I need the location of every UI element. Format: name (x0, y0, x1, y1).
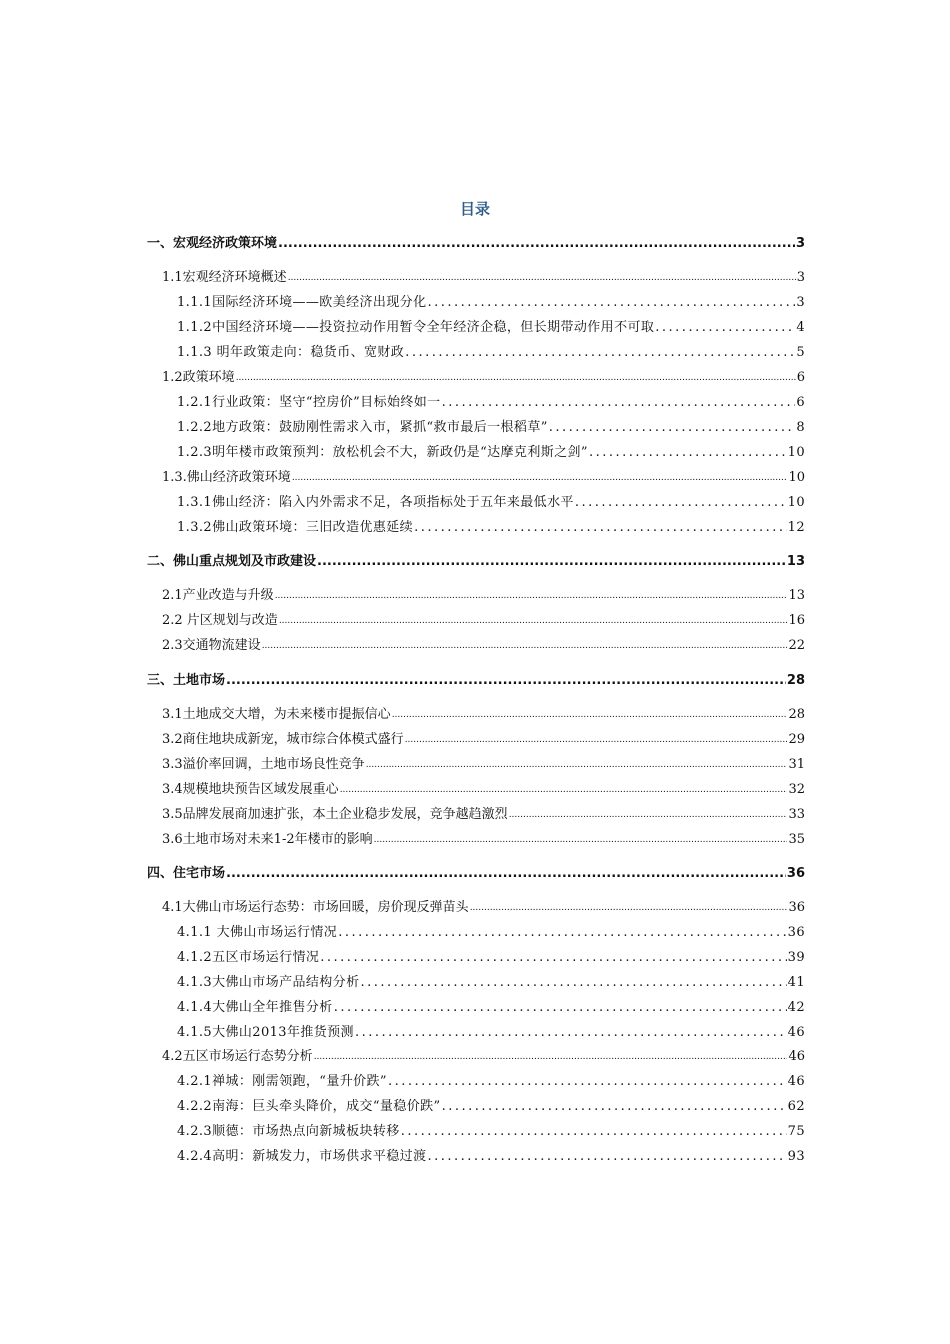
toc-leader-dots (405, 728, 788, 751)
toc-entry-label: 4.2.2南海：巨头牵头降价，成交“量稳价跌” (177, 1099, 441, 1114)
toc-page-number: 39 (787, 950, 805, 965)
toc-entry[interactable] (177, 1071, 805, 1093)
toc-page-number: 6 (796, 395, 805, 410)
toc-leader-dots (279, 609, 788, 632)
toc-entry-label: 1.2政策环境 (162, 370, 235, 385)
toc-title: 目录 (459, 200, 490, 218)
toc-entry-label: 三、土地市场 (147, 673, 226, 688)
toc-leader-dots (442, 392, 796, 414)
toc-page-number: 13 (786, 554, 805, 569)
toc-entry-label: 4.2.3顺德：市场热点向新城板块转移 (177, 1124, 400, 1139)
toc-entry-label: 3.6土地市场对未来1-2年楼市的影响 (162, 832, 373, 847)
toc-leader-dots (575, 492, 787, 514)
toc-page-number: 16 (788, 613, 805, 628)
toc-page-number: 42 (787, 1000, 805, 1015)
toc-page-number: 29 (788, 732, 805, 747)
toc-entry[interactable] (177, 317, 805, 339)
toc-entry-label: 4.1.5大佛山2013年推货预测 (177, 1025, 354, 1040)
toc-page-number: 75 (787, 1124, 805, 1139)
toc-entry[interactable] (177, 972, 805, 994)
toc-entry-label: 1.1.3 明年政策走向：稳货币、宽财政 (177, 345, 405, 360)
toc-entry-label: 3.1土地成交大增，为未来楼市提振信心 (162, 707, 391, 722)
toc-entry-label: 4.2.1禅城：刚需领跑，“量升价跌” (177, 1074, 387, 1089)
toc-page-number: 3 (796, 270, 805, 285)
toc-entry[interactable] (162, 804, 805, 826)
toc-entry[interactable] (162, 367, 805, 389)
toc-leader-dots (314, 1045, 788, 1068)
toc-leader-dots (414, 517, 787, 539)
toc-page-number: 3 (796, 295, 805, 310)
toc-leader-dots (278, 233, 795, 255)
toc-leader-dots (320, 947, 786, 969)
toc-page-number: 36 (786, 866, 805, 881)
toc-leader-dots (226, 670, 786, 692)
toc-entry-label: 1.1.1国际经济环境——欧美经济出现分化 (177, 295, 427, 310)
toc-page-number: 10 (788, 470, 805, 485)
toc-entry-label: 四、住宅市场 (147, 866, 226, 881)
toc-entry[interactable] (177, 342, 805, 364)
toc-entry[interactable] (162, 897, 805, 919)
toc-entry[interactable] (147, 863, 805, 885)
toc-page-number: 4 (796, 320, 805, 335)
toc-entry[interactable] (177, 1096, 805, 1118)
toc-page-number: 46 (787, 1025, 805, 1040)
toc-leader-dots (589, 442, 787, 464)
toc-leader-dots (427, 1146, 786, 1168)
toc-leader-dots (470, 896, 788, 919)
toc-leader-dots (317, 551, 786, 573)
toc-entry-label: 一、宏观经济政策环境 (147, 236, 278, 251)
toc-page-number: 46 (788, 1049, 805, 1064)
toc-entry-label: 1.2.2地方政策：鼓励刚性需求入市，紧抓“救市最后一根稻草” (177, 420, 548, 435)
toc-entry[interactable] (177, 1022, 805, 1044)
toc-page-number: 12 (787, 520, 805, 535)
toc-entry[interactable] (147, 551, 805, 573)
toc-entry[interactable] (162, 267, 805, 289)
toc-leader-dots (405, 342, 795, 364)
toc-entry-label: 2.2 片区规划与改造 (162, 613, 278, 628)
toc-page-number: 10 (787, 495, 805, 510)
toc-entry-label: 3.2商住地块成新宠，城市综合体模式盛行 (162, 732, 404, 747)
toc-entry-label: 二、佛山重点规划及市政建设 (147, 554, 317, 569)
toc-page-number: 3 (795, 236, 805, 251)
toc-entry-label: 4.1.4大佛山全年推售分析 (177, 1000, 333, 1015)
toc-page-number: 33 (788, 807, 805, 822)
toc-page-number: 36 (787, 925, 805, 940)
toc-leader-dots (288, 266, 796, 289)
toc-page-number: 13 (788, 588, 805, 603)
toc-leader-dots (338, 922, 786, 944)
toc-entry-label: 3.3溢价率回调，土地市场良性竞争 (162, 757, 365, 772)
toc-entry[interactable] (162, 1046, 805, 1068)
toc-entry-label: 1.1.2中国经济环境——投资拉动作用暂令全年经济企稳，但长期带动作用不可取 (177, 320, 655, 335)
toc-entry-label: 3.4规模地块预告区域发展重心 (162, 782, 339, 797)
toc-entry[interactable] (177, 392, 805, 414)
toc-entry[interactable] (147, 670, 805, 692)
toc-entry[interactable] (147, 233, 805, 255)
toc-page-number: 35 (788, 832, 805, 847)
toc-entry-label: 4.2.4高明：新城发力，市场供求平稳过渡 (177, 1149, 427, 1164)
toc-entry-label: 1.3.2佛山政策环境：三旧改造优惠延续 (177, 520, 414, 535)
toc-leader-dots (340, 778, 788, 801)
toc-entry[interactable] (177, 517, 805, 539)
toc-page-number: 62 (787, 1099, 805, 1114)
toc-entry[interactable] (177, 292, 805, 314)
toc-page-number: 93 (787, 1149, 805, 1164)
toc-entry[interactable] (162, 610, 805, 632)
toc-entry[interactable] (177, 492, 805, 514)
toc-entry[interactable] (162, 635, 805, 657)
toc-leader-dots (360, 972, 786, 994)
toc-page-number: 6 (796, 370, 805, 385)
toc-entry-label: 1.1宏观经济环境概述 (162, 270, 287, 285)
toc-entry-label: 1.2.3明年楼市政策预判：放松机会不大，新政仍是“达摩克利斯之剑” (177, 445, 588, 460)
toc-leader-dots (401, 1121, 787, 1143)
toc-entry-label: 4.1.2五区市场运行情况 (177, 950, 320, 965)
toc-entry-label: 3.5品牌发展商加速扩张，本土企业稳步发展，竞争越趋激烈 (162, 807, 508, 822)
toc-leader-dots (334, 997, 787, 1019)
toc-entry-label: 4.1.3大佛山市场产品结构分析 (177, 975, 360, 990)
toc-entry[interactable] (162, 729, 805, 751)
toc-entry[interactable] (162, 754, 805, 776)
toc-leader-dots (392, 703, 788, 726)
toc-leader-dots (427, 292, 795, 314)
toc-leader-dots (262, 634, 788, 657)
toc-entry[interactable] (177, 417, 805, 439)
toc-leader-dots (275, 584, 788, 607)
toc-page-number: 8 (796, 420, 805, 435)
toc-leader-dots (355, 1022, 787, 1044)
toc-leader-dots (509, 803, 788, 826)
toc-leader-dots (292, 466, 788, 489)
toc-entry[interactable] (162, 704, 805, 726)
toc-entry-label: 4.2五区市场运行态势分析 (162, 1049, 313, 1064)
toc-page-number: 36 (788, 900, 805, 915)
toc-page-number: 31 (788, 757, 805, 772)
toc-entry-label: 2.3交通物流建设 (162, 638, 261, 653)
toc-entry-label: 4.1.1 大佛山市场运行情况 (177, 925, 338, 940)
toc-leader-dots (655, 317, 795, 339)
toc-page-number: 10 (787, 445, 805, 460)
toc-entry[interactable] (177, 922, 805, 944)
toc-leader-dots (549, 417, 796, 439)
toc-entry-label: 1.2.1行业政策：坚守“控房价”目标始终如一 (177, 395, 441, 410)
toc-entry[interactable] (177, 947, 805, 969)
toc-entry[interactable] (162, 467, 805, 489)
toc-page-number: 5 (796, 345, 805, 360)
toc-page-number: 32 (788, 782, 805, 797)
toc-entry[interactable] (162, 779, 805, 801)
toc-entry[interactable] (162, 585, 805, 607)
toc-entry[interactable] (177, 997, 805, 1019)
toc-leader-dots (226, 863, 786, 885)
toc-leader-dots (442, 1096, 787, 1118)
toc-entry-label: 1.3.1佛山经济：陷入内外需求不足，各项指标处于五年来最低水平 (177, 495, 574, 510)
toc-page-number: 41 (787, 975, 805, 990)
toc-page-number: 28 (786, 673, 805, 688)
toc-entry-label: 2.1产业改造与升级 (162, 588, 274, 603)
toc-entry-label: 1.3.佛山经济政策环境 (162, 470, 291, 485)
toc-entry[interactable] (177, 1146, 805, 1168)
toc-entry[interactable] (162, 829, 805, 851)
toc-leader-dots (374, 828, 788, 851)
toc-page-number: 46 (787, 1074, 805, 1089)
toc-page-number: 28 (788, 707, 805, 722)
toc-entry[interactable] (177, 442, 805, 464)
toc-entry-label: 4.1大佛山市场运行态势：市场回暖，房价现反弹苗头 (162, 900, 469, 915)
toc-entry[interactable] (177, 1121, 805, 1143)
toc-page-number: 22 (788, 638, 805, 653)
toc-leader-dots (236, 366, 796, 389)
toc-leader-dots (388, 1071, 787, 1093)
toc-leader-dots (366, 753, 788, 776)
